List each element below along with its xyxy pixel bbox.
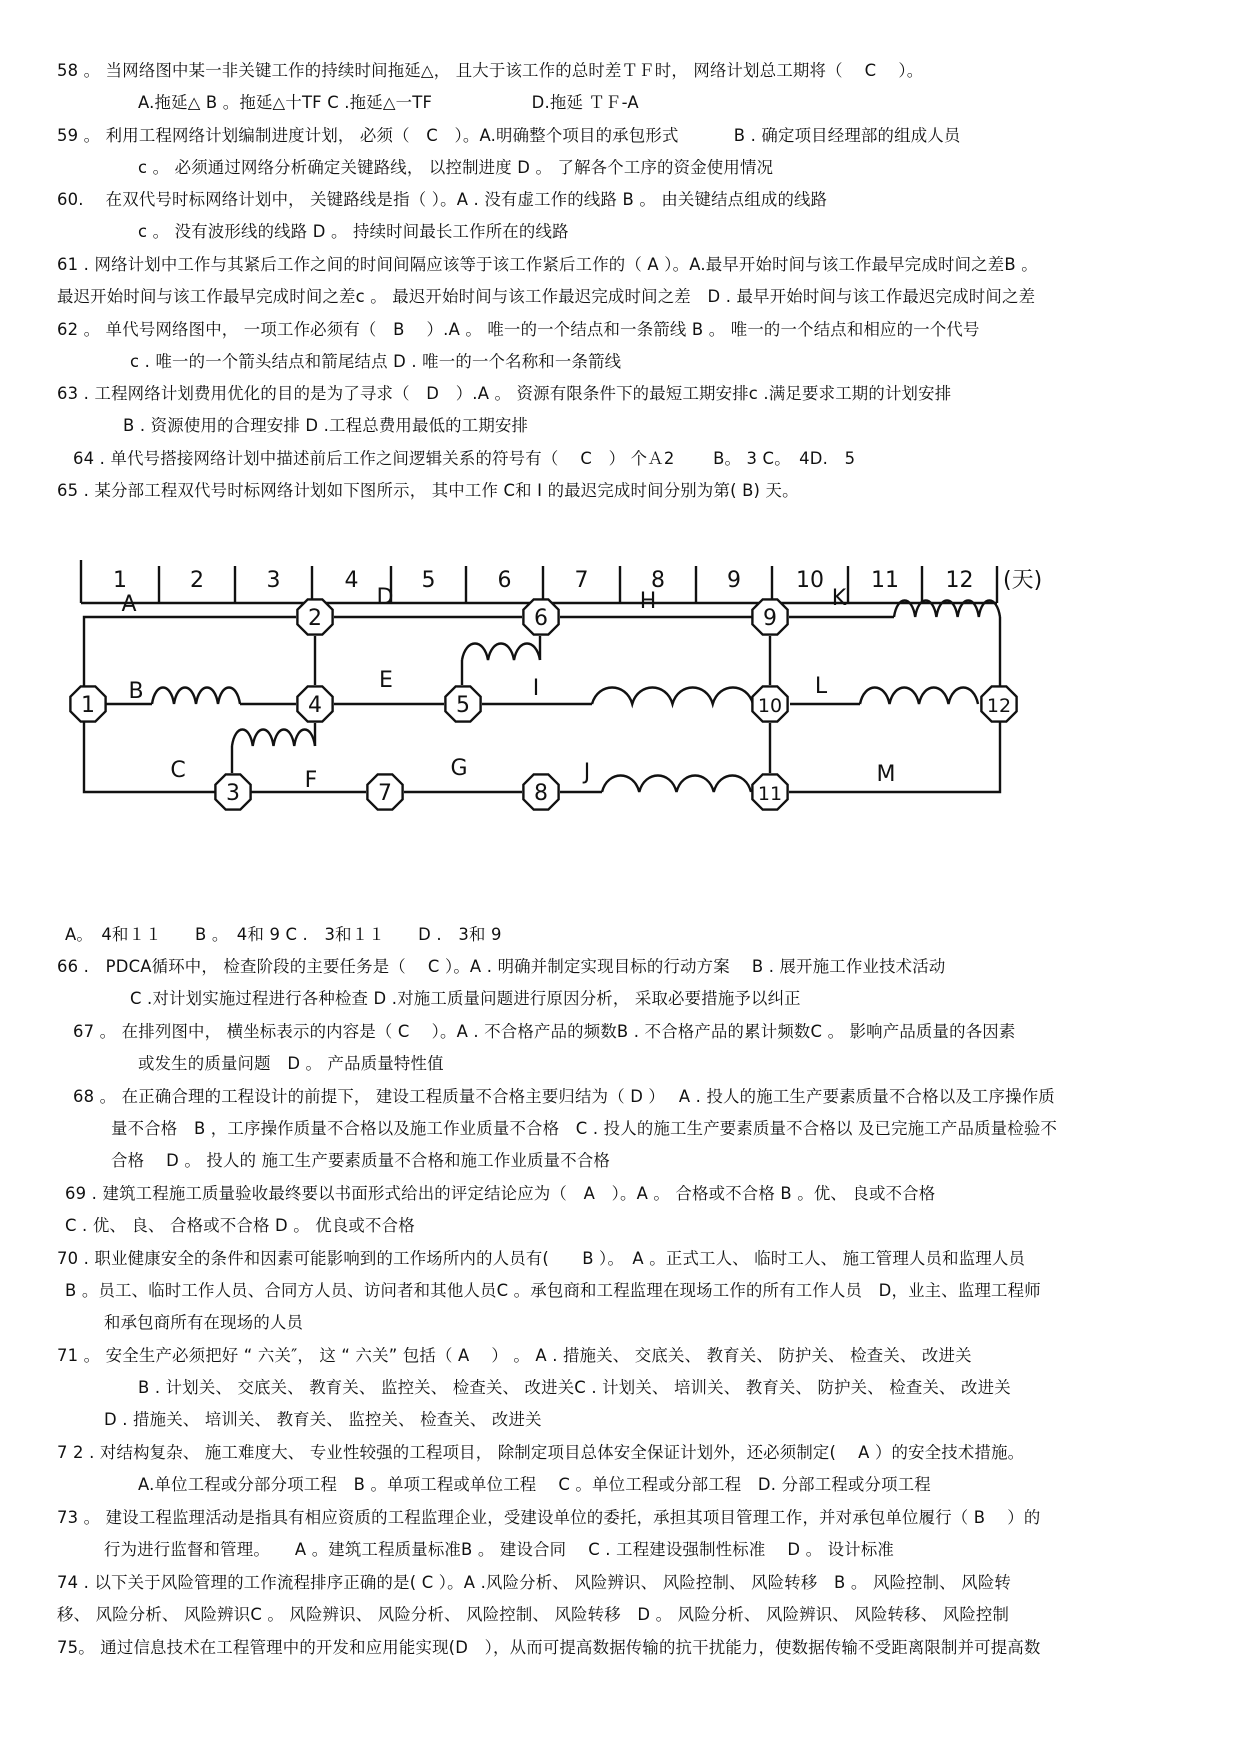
node-label: 10 <box>757 695 783 717</box>
question-line: 62 。 单代号网络图中， 一项工作必须有（ B ）.A 。 唯一的一个结点和一条箭线 B 。 唯一的一个结点和相应的一个代号 <box>57 320 980 339</box>
activity-label: F <box>304 768 318 793</box>
question-line: C .对计划实施过程进行各种检查 D .对施工质量问题进行原因分析， 采取必要措施予以纠正 <box>130 989 801 1008</box>
activity-label: E <box>379 668 393 693</box>
question-line: 或发生的质量问题 D 。 产品质量特性值 <box>138 1054 444 1073</box>
scale-label: 11 <box>871 568 899 593</box>
network-diagram <box>0 540 1241 920</box>
scale-label: 3 <box>266 568 281 593</box>
arrow-l-wave <box>860 688 978 705</box>
question-line: 和承包商所有在现场的人员 <box>104 1313 304 1332</box>
question-line: 61 . 网络计划中工作与其紧后工作之间的时间间隔应该等于该工作紧后工作的（ A ）。A.最早开始时间与该工作最早完成时间之差B 。 <box>57 255 1038 274</box>
question-line: A。 4和１１ B 。 4和 9 C . 3和１１ D . 3和 9 <box>65 925 502 944</box>
question-line: 67 。 在排列图中， 横坐标表示的内容是（ C ）。A . 不合格产品的频数B . 不合格产品的累计频数C 。 影响产品质量的各因素 <box>73 1022 1016 1041</box>
question-line: A.单位工程或分部分项工程 B 。单项工程或单位工程 C 。单位工程或分部工程 D. 分部工程或分项工程 <box>138 1475 931 1494</box>
question-line: 合格 D 。 投人的 施工生产要素质量不合格和施工作业质量不合格 <box>111 1151 610 1170</box>
activity-label: K <box>831 586 847 611</box>
scale-label: 10 <box>796 568 824 593</box>
activity-label: J <box>583 760 591 785</box>
time-scale <box>81 560 1042 603</box>
question-line: B 。员工、临时工作人员、合同方人员、访问者和其他人员C 。承包商和工程监理在现场工作的所有工作人员 D，业主、监理工程师 <box>65 1281 1041 1300</box>
activity-label: D <box>376 585 394 610</box>
question-line: 量不合格 B ，工序操作质量不合格以及施工作业质量不合格 C . 投人的施工生产要素质量不合格以 及已完施工产品质量检验不 <box>111 1119 1058 1138</box>
arrow-5-6-wave <box>462 644 540 661</box>
node-label: 12 <box>986 695 1012 717</box>
question-line: 75。 通过信息技术在工程管理中的开发和应用能实现(D ），从而可提高数据传输的抗干扰能力，使数据传输不受距离限制并可提高数 <box>57 1638 1041 1657</box>
question-line: 69 . 建筑工程施工质量验收最终要以书面形式给出的评定结论应为（ A ）。A 。 合格或不合格 B 。优、 良或不合格 <box>65 1184 936 1203</box>
question-line: 最迟开始时间与该工作最早完成时间之差c 。 最迟开始时间与该工作最迟完成时间之差 D . 最早开始时间与该工作最迟完成时间之差 <box>57 287 1036 306</box>
question-line: 63 . 工程网络计划费用优化的目的是为了寻求（ D ）.A 。 资源有限条件下的最短工期安排c .满足要求工期的计划安排 <box>57 384 952 403</box>
arrow-j-wave <box>602 776 751 793</box>
activity-label: I <box>532 676 540 701</box>
arrow-c <box>84 720 216 792</box>
scale-label: 1 <box>113 568 127 593</box>
question-line: 70 . 职业健康安全的条件和因素可能影响到的工作场所内的人员有( B ）。 A 。正式工人、 临时工人、 施工管理人员和监理人员 <box>57 1249 1026 1268</box>
question-line: B . 资源使用的合理安排 D .工程总费用最低的工期安排 <box>123 416 529 435</box>
arrow-i-wave <box>592 688 753 705</box>
node-label: 4 <box>308 693 322 718</box>
arrow-b-wave <box>152 688 240 705</box>
activity-label: L <box>814 674 828 699</box>
question-line: 73 。 建设工程监理活动是指具有相应资质的工程监理企业，受建设单位的委托，承担其项目管理工作，并对承包单位履行（ B ）的 <box>57 1508 1041 1527</box>
question-line: c 。 没有波形线的线路 D 。 持续时间最长工作所在的线路 <box>138 222 569 241</box>
scale-label: 2 <box>190 568 204 593</box>
node-label: 6 <box>534 606 548 631</box>
question-line: 7 2 . 对结构复杂、 施工难度大、 专业性较强的工程项目， 除制定项目总体安全保证计划外，还必须制定( A ）的安全技术措施。 <box>57 1443 1025 1462</box>
question-line: 66 . PDCA循环中， 检查阶段的主要任务是（ C ）。A . 明确并制定实现目标的行动方案 B . 展开施工作业技术活动 <box>57 957 946 976</box>
question-line: c 。 必须通过网络分析确定关键路线， 以控制进度 D 。 了解各个工序的资金使用情况 <box>138 158 774 177</box>
scale-label: 4 <box>344 568 359 593</box>
node-label: 2 <box>308 606 322 631</box>
node-label: 8 <box>534 781 548 806</box>
node-label: 11 <box>757 783 783 805</box>
scale-label: 9 <box>727 568 741 593</box>
scale-unit: (天) <box>1003 568 1043 593</box>
scale-label: 7 <box>574 568 589 593</box>
question-line: A.拖延△ B 。拖延△十TF C .拖延△一TF D.拖延 ＴＦ-A <box>138 93 639 112</box>
question-line: C . 优、 良、 合格或不合格 D 。 优良或不合格 <box>65 1216 415 1235</box>
question-line: 59 。 利用工程网络计划编制进度计划， 必须（ C ）。A.明确整个项目的承包形式 B . 确定项目经理部的组成人员 <box>57 126 961 145</box>
arrow-3-4-wave <box>232 730 315 747</box>
question-line: 65 . 某分部工程双代号时标网络计划如下图所示， 其中工作 C和 I 的最迟完成时间分别为第( B) 天。 <box>57 481 799 500</box>
activity-label: B <box>128 679 144 704</box>
question-line: 58 。 当网络图中某一非关键工作的持续时间拖延△， 且大于该工作的总时差ＴＦ时， 网络计划总工期将（ C ）。 <box>57 61 924 80</box>
arrow-a <box>84 617 296 688</box>
scale-label: 12 <box>945 568 974 593</box>
question-line: 行为进行监督和管理。 A 。建筑工程质量标准B 。 建设合同 C . 工程建设强制性标准 D 。 设计标准 <box>104 1540 895 1559</box>
question-line: B . 计划关、 交底关、 教育关、 监控关、 检查关、 改进关C . 计划关、 培训关、 教育关、 防护关、 检查关、 改进关 <box>138 1378 1011 1397</box>
scale-label: 6 <box>497 568 512 593</box>
scale-label: 8 <box>651 568 665 593</box>
activity-label: M <box>876 762 896 787</box>
question-line: 68 。 在正确合理的工程设计的前提下， 建设工程质量不合格主要归结为（ D ） A . 投人的施工生产要素质量不合格以及工序操作质 <box>73 1087 1055 1106</box>
node-label: 1 <box>81 693 95 718</box>
activity-label: G <box>450 756 468 781</box>
node-label: 3 <box>226 781 240 806</box>
question-line: 71 。 安全生产必须把好 “ 六关″， 这 “ 六关” 包括（ A ） 。 A . 措施关、 交底关、 教育关、 防护关、 检查关、 改进关 <box>57 1346 972 1365</box>
scale-label: 5 <box>421 568 436 593</box>
activity-label: C <box>170 758 186 783</box>
question-line: c . 唯一的一个箭头结点和箭尾结点 D . 唯一的一个名称和一条箭线 <box>130 352 622 371</box>
activity-label: H <box>639 589 657 614</box>
node-label: 9 <box>763 606 777 631</box>
question-line: 74 . 以下关于风险管理的工作流程排序正确的是( C ）。A .风险分析、 风险辨识、 风险控制、 风险转移 B 。 风险控制、 风险转 <box>57 1573 1012 1592</box>
question-line: 64 . 单代号搭接网络计划中描述前后工作之间逻辑关系的符号有（ C ） 个Ａ2 B。 3 C。 4D. 5 <box>73 449 856 468</box>
question-line: D . 措施关、 培训关、 教育关、 监控关、 检查关、 改进关 <box>104 1410 542 1429</box>
node-label: 7 <box>378 781 392 806</box>
question-line: 60. 在双代号时标网络计划中， 关键路线是指（ ）。A . 没有虚工作的线路 B 。 由关键结点组成的线路 <box>57 190 828 209</box>
node-label: 5 <box>456 693 470 718</box>
activity-label: A <box>121 592 137 617</box>
question-line: 移、 风险分析、 风险辨识C 。 风险辨识、 风险分析、 风险控制、 风险转移 D 。 风险分析、 风险辨识、 风险转移、 风险控制 <box>57 1605 1010 1624</box>
